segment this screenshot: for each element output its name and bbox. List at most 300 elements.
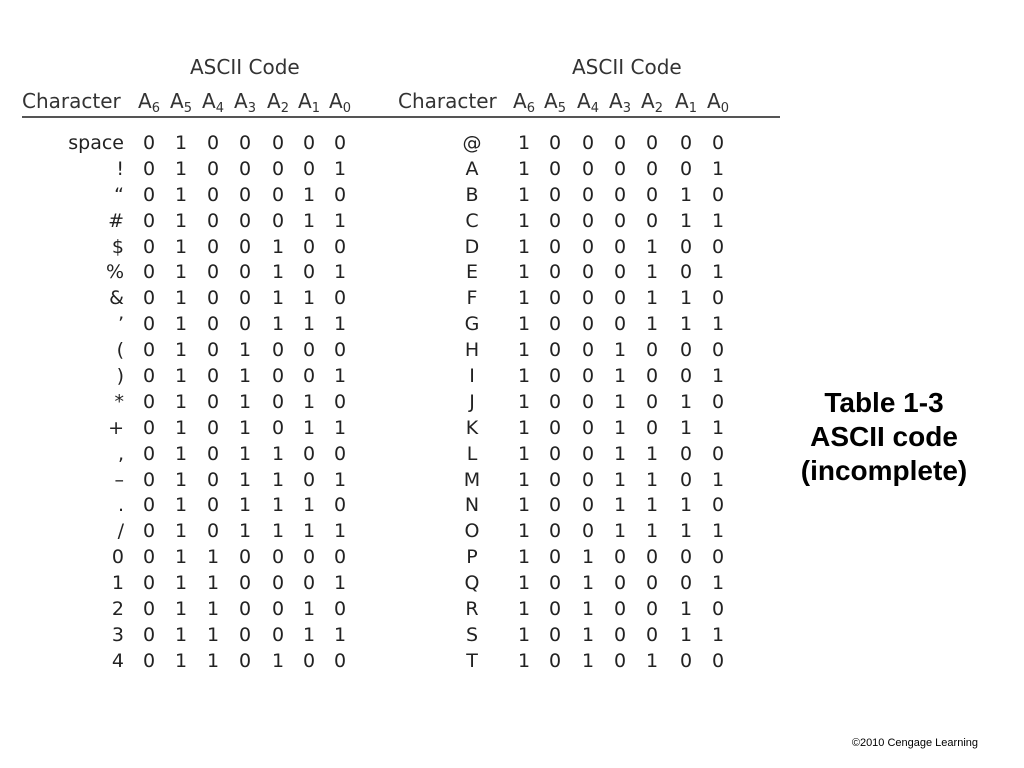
bit-cell: 0 [645, 339, 659, 362]
character-cell: N [464, 494, 480, 517]
bit-cell: 1 [517, 365, 531, 388]
table-row [398, 337, 740, 363]
character-cell: H [464, 339, 480, 362]
character-cell: # [108, 209, 124, 232]
table-row [398, 208, 740, 234]
bit-cell: 1 [679, 183, 693, 206]
bit-cell: 0 [581, 365, 595, 388]
bit-cell: 0 [271, 416, 285, 439]
bit-cell: 0 [271, 209, 285, 232]
bit-cell: 0 [142, 546, 156, 569]
bit-cell: 1 [302, 287, 316, 310]
bit-cell: 1 [517, 261, 531, 284]
bit-cell: 0 [142, 365, 156, 388]
bit-cell: 0 [548, 468, 562, 491]
bit-cell: 1 [581, 572, 595, 595]
bit-cell: 1 [517, 494, 531, 517]
table-row [398, 130, 740, 156]
bit-cell: 0 [613, 261, 627, 284]
bit-cell: 1 [517, 209, 531, 232]
bit-cell: 0 [206, 235, 220, 258]
bit-cell: 1 [517, 287, 531, 310]
character-cell: 3 [111, 623, 124, 646]
bit-cell: 0 [548, 157, 562, 180]
bit-cell: 0 [581, 287, 595, 310]
bit-cell: 1 [174, 339, 188, 362]
bit-cell: 1 [711, 261, 725, 284]
character-cell: P [466, 546, 478, 569]
table-row [22, 156, 362, 182]
caption-line-1: Table 1-3 [824, 387, 944, 418]
bit-cell: 0 [711, 287, 725, 310]
bit-header-subscript: 4 [215, 101, 224, 116]
bit-cell: 0 [581, 520, 595, 543]
bit-cell: 1 [613, 339, 627, 362]
bit-cell: 1 [679, 390, 693, 413]
bit-cell: 0 [645, 572, 659, 595]
copyright-notice: ©2010 Cengage Learning [851, 737, 978, 749]
bit-cell: 1 [174, 209, 188, 232]
bit-cell: 0 [679, 468, 693, 491]
bit-cell: 0 [302, 235, 316, 258]
bit-cell: 0 [711, 235, 725, 258]
bit-cell: 1 [333, 572, 347, 595]
bit-cell: 0 [271, 572, 285, 595]
bit-cell: 0 [238, 235, 252, 258]
bit-cell: 1 [174, 468, 188, 491]
bit-header-base: A [267, 89, 281, 113]
table-row [398, 596, 740, 622]
character-cell: 1 [111, 572, 124, 595]
column-header-row-right [398, 86, 740, 116]
column-header-row-left [22, 86, 362, 116]
character-cell: J [469, 390, 475, 413]
bit-cell: 0 [302, 339, 316, 362]
bit-cell: 1 [174, 442, 188, 465]
bit-cell: 0 [645, 183, 659, 206]
bit-header-a1 [293, 86, 325, 124]
bit-cell: 0 [548, 235, 562, 258]
bit-header-base: A [234, 89, 248, 113]
character-cell: D [464, 235, 480, 258]
bit-cell: 0 [206, 261, 220, 284]
bit-cell: 0 [679, 649, 693, 672]
bit-cell: 1 [238, 365, 252, 388]
bit-cell: 0 [302, 468, 316, 491]
bit-cell: 0 [613, 287, 627, 310]
bit-cell: 0 [548, 365, 562, 388]
bit-cell: 0 [548, 287, 562, 310]
bit-cell: 1 [645, 442, 659, 465]
character-cell: C [465, 209, 479, 232]
bit-cell: 1 [238, 520, 252, 543]
bit-cell: 1 [517, 390, 531, 413]
bit-cell: 1 [613, 468, 627, 491]
bit-header-subscript: 0 [342, 101, 351, 116]
bit-header-base: A [513, 89, 527, 113]
bit-cell: 0 [613, 183, 627, 206]
bit-cell: 0 [333, 598, 347, 621]
bit-cell: 0 [613, 546, 627, 569]
bit-cell: 1 [333, 416, 347, 439]
bit-cell: 0 [548, 442, 562, 465]
bit-cell: 1 [517, 468, 531, 491]
character-cell: S [465, 623, 479, 646]
character-cell: T [466, 649, 478, 672]
table-row [22, 492, 362, 518]
bit-cell: 0 [238, 261, 252, 284]
bit-cell: 0 [271, 183, 285, 206]
table-row [22, 311, 362, 337]
bit-cell: 1 [711, 520, 725, 543]
character-header-right: Character [398, 89, 497, 113]
bit-cell: 0 [679, 261, 693, 284]
bit-cell: 1 [174, 183, 188, 206]
bit-header-a2 [262, 86, 294, 124]
bit-cell: 0 [645, 416, 659, 439]
bit-cell: 1 [517, 183, 531, 206]
bit-cell: 1 [517, 649, 531, 672]
character-cell: Q [464, 572, 480, 595]
bit-header-a4 [572, 86, 604, 124]
table-row [22, 285, 362, 311]
bit-cell: 1 [517, 132, 531, 154]
bit-cell: 0 [206, 416, 220, 439]
character-cell: + [108, 416, 124, 439]
character-cell: * [114, 390, 124, 413]
bit-cell: 0 [711, 649, 725, 672]
bit-cell: 1 [517, 546, 531, 569]
bit-cell: 1 [302, 390, 316, 413]
bit-cell: 1 [238, 416, 252, 439]
character-cell: , [117, 442, 124, 465]
bit-header-a1 [670, 86, 702, 124]
bit-cell: 0 [711, 339, 725, 362]
bit-cell: 0 [548, 183, 562, 206]
bit-header-a6 [133, 86, 165, 124]
bit-cell: 1 [613, 520, 627, 543]
bit-header-a0 [324, 86, 356, 124]
bit-cell: 0 [548, 339, 562, 362]
bit-cell: 1 [174, 287, 188, 310]
bit-cell: 0 [581, 416, 595, 439]
bit-cell: 0 [679, 442, 693, 465]
bit-cell: 0 [581, 494, 595, 517]
bit-cell: 0 [333, 390, 347, 413]
bit-cell: 1 [174, 520, 188, 543]
bit-cell: 1 [581, 623, 595, 646]
table-row [22, 389, 362, 415]
bit-cell: 1 [174, 416, 188, 439]
bit-cell: 1 [645, 261, 659, 284]
bit-header-subscript: 5 [557, 101, 566, 116]
character-cell: A [465, 157, 479, 180]
character-cell: @ [462, 132, 482, 154]
character-cell: 2 [111, 598, 124, 621]
bit-cell: 0 [271, 132, 285, 154]
bit-cell: 1 [271, 520, 285, 543]
bit-header-base: A [641, 89, 655, 113]
bit-cell: 0 [206, 157, 220, 180]
bit-cell: 0 [581, 157, 595, 180]
bit-cell: 1 [613, 442, 627, 465]
bit-cell: 0 [581, 339, 595, 362]
bit-cell: 0 [548, 572, 562, 595]
bit-cell: 1 [679, 494, 693, 517]
bit-cell: 0 [142, 313, 156, 336]
bit-cell: 0 [645, 390, 659, 413]
bit-cell: 1 [333, 261, 347, 284]
header-divider [22, 116, 780, 118]
character-cell: M [463, 468, 481, 491]
bit-cell: 0 [302, 157, 316, 180]
bit-cell: 0 [142, 183, 156, 206]
bit-cell: 0 [238, 572, 252, 595]
bit-cell: 1 [645, 494, 659, 517]
table-row [398, 156, 740, 182]
bit-cell: 0 [548, 313, 562, 336]
table-row [398, 622, 740, 648]
bit-header-a0 [702, 86, 734, 124]
table-row [398, 570, 740, 596]
bit-cell: 0 [613, 313, 627, 336]
table-row [398, 259, 740, 285]
bit-cell: 0 [711, 183, 725, 206]
ascii-code-header-left: ASCII Code [190, 55, 300, 79]
bit-cell: 0 [238, 157, 252, 180]
bit-cell: 0 [238, 649, 252, 672]
character-cell: ( [116, 339, 124, 362]
character-cell: – [114, 468, 124, 491]
table-row [22, 622, 362, 648]
bit-header-subscript: 0 [720, 101, 729, 116]
character-cell: & [109, 287, 124, 310]
bit-cell: 1 [711, 416, 725, 439]
character-cell: K [465, 416, 479, 439]
bit-cell: 1 [333, 157, 347, 180]
bit-cell: 0 [679, 572, 693, 595]
bit-cell: 0 [645, 546, 659, 569]
right-rows [398, 130, 740, 674]
bit-cell: 1 [174, 572, 188, 595]
bit-cell: 0 [613, 132, 627, 154]
bit-cell: 1 [679, 313, 693, 336]
bit-cell: 0 [142, 209, 156, 232]
bit-cell: 1 [302, 598, 316, 621]
bit-cell: 0 [679, 235, 693, 258]
bit-cell: 1 [613, 365, 627, 388]
bit-cell: 0 [142, 649, 156, 672]
bit-cell: 1 [174, 623, 188, 646]
bit-cell: 1 [271, 313, 285, 336]
bit-cell: 1 [517, 572, 531, 595]
bit-cell: 1 [174, 546, 188, 569]
table-row [22, 208, 362, 234]
bit-cell: 0 [548, 546, 562, 569]
bit-header-base: A [329, 89, 343, 113]
bit-cell: 0 [645, 365, 659, 388]
bit-cell: 1 [517, 623, 531, 646]
character-cell: ) [116, 365, 124, 388]
bit-cell: 1 [645, 520, 659, 543]
bit-cell: 0 [333, 339, 347, 362]
bit-cell: 1 [302, 416, 316, 439]
bit-cell: 0 [548, 598, 562, 621]
bit-cell: 1 [711, 468, 725, 491]
bit-cell: 0 [142, 235, 156, 258]
bit-cell: 0 [645, 209, 659, 232]
bit-cell: 0 [645, 598, 659, 621]
table-row [398, 544, 740, 570]
bit-header-subscript: 3 [622, 101, 631, 116]
bit-cell: 0 [679, 339, 693, 362]
bit-cell: 0 [711, 546, 725, 569]
bit-cell: 0 [142, 623, 156, 646]
bit-cell: 0 [142, 132, 156, 154]
character-cell: $ [111, 235, 124, 258]
bit-cell: 1 [711, 572, 725, 595]
bit-cell: 0 [238, 546, 252, 569]
character-cell: “ [114, 183, 124, 206]
table-row [22, 518, 362, 544]
bit-cell: 0 [548, 520, 562, 543]
table-row [398, 389, 740, 415]
bit-cell: 0 [711, 494, 725, 517]
bit-cell: 0 [206, 209, 220, 232]
bit-cell: 0 [271, 623, 285, 646]
bit-cell: 0 [581, 261, 595, 284]
bit-header-base: A [577, 89, 591, 113]
bit-cell: 1 [613, 494, 627, 517]
bit-cell: 0 [548, 132, 562, 154]
bit-cell: 0 [302, 442, 316, 465]
bit-cell: 1 [174, 649, 188, 672]
bit-cell: 0 [548, 261, 562, 284]
table-row [398, 441, 740, 467]
character-cell: % [105, 261, 124, 284]
table-row [398, 492, 740, 518]
bit-cell: 0 [142, 157, 156, 180]
table-row [398, 182, 740, 208]
bit-cell: 1 [174, 494, 188, 517]
bit-cell: 1 [238, 339, 252, 362]
bit-cell: 0 [142, 287, 156, 310]
bit-cell: 1 [581, 649, 595, 672]
bit-header-subscript: 2 [280, 101, 289, 116]
bit-cell: 0 [206, 520, 220, 543]
bit-cell: 1 [645, 287, 659, 310]
bit-cell: 1 [174, 390, 188, 413]
bit-cell: 0 [613, 598, 627, 621]
bit-cell: 0 [711, 390, 725, 413]
character-cell: R [465, 598, 479, 621]
bit-header-subscript: 3 [247, 101, 256, 116]
bit-cell: 0 [679, 546, 693, 569]
bit-cell: 0 [333, 546, 347, 569]
bit-cell: 1 [238, 390, 252, 413]
table-row [22, 596, 362, 622]
bit-cell: 0 [613, 649, 627, 672]
bit-cell: 0 [238, 287, 252, 310]
bit-cell: 1 [679, 520, 693, 543]
bit-cell: 0 [581, 390, 595, 413]
bit-cell: 1 [517, 157, 531, 180]
bit-cell: 0 [581, 442, 595, 465]
bit-cell: 0 [238, 183, 252, 206]
bit-header-a2 [636, 86, 668, 124]
bit-cell: 0 [302, 261, 316, 284]
bit-cell: 0 [679, 132, 693, 154]
bit-cell: 1 [517, 442, 531, 465]
bit-cell: 0 [302, 365, 316, 388]
bit-cell: 1 [679, 287, 693, 310]
table-row [398, 285, 740, 311]
table-row [22, 259, 362, 285]
bit-cell: 1 [238, 468, 252, 491]
bit-cell: 1 [645, 235, 659, 258]
bit-cell: 1 [517, 416, 531, 439]
bit-cell: 1 [679, 623, 693, 646]
caption-line-3: (incomplete) [800, 455, 968, 486]
bit-cell: 0 [333, 183, 347, 206]
bit-header-a3 [229, 86, 261, 124]
bit-header-subscript: 6 [526, 101, 535, 116]
bit-header-subscript: 1 [688, 101, 697, 116]
bit-cell: 1 [206, 546, 220, 569]
table-row [22, 467, 362, 493]
bit-cell: 0 [142, 390, 156, 413]
bit-cell: 1 [174, 598, 188, 621]
bit-cell: 1 [271, 442, 285, 465]
bit-cell: 0 [238, 598, 252, 621]
bit-cell: 1 [206, 572, 220, 595]
bit-cell: 0 [333, 649, 347, 672]
bit-cell: 1 [645, 468, 659, 491]
bit-cell: 0 [645, 132, 659, 154]
bit-cell: 0 [206, 390, 220, 413]
bit-cell: 0 [679, 157, 693, 180]
bit-cell: 1 [271, 235, 285, 258]
table-row [398, 518, 740, 544]
bit-cell: 1 [302, 183, 316, 206]
bit-header-a6 [508, 86, 540, 124]
bit-header-base: A [138, 89, 152, 113]
bit-cell: 1 [238, 442, 252, 465]
bit-cell: 0 [271, 157, 285, 180]
bit-cell: 0 [142, 416, 156, 439]
bit-cell: 1 [206, 649, 220, 672]
character-cell: space [68, 132, 124, 154]
bit-cell: 0 [548, 649, 562, 672]
bit-cell: 1 [711, 313, 725, 336]
character-cell: I [469, 365, 475, 388]
bit-cell: 0 [142, 520, 156, 543]
bit-cell: 0 [142, 468, 156, 491]
bit-cell: 1 [679, 598, 693, 621]
bit-cell: 0 [238, 132, 252, 154]
bit-cell: 1 [271, 287, 285, 310]
bit-cell: 0 [581, 209, 595, 232]
bit-cell: 0 [581, 132, 595, 154]
character-cell: ! [116, 157, 124, 180]
bit-cell: 1 [174, 365, 188, 388]
table-row [22, 363, 362, 389]
bit-header-base: A [609, 89, 623, 113]
bit-cell: 1 [333, 209, 347, 232]
bit-cell: 1 [271, 494, 285, 517]
character-cell: L [466, 442, 478, 465]
bit-cell: 0 [238, 209, 252, 232]
